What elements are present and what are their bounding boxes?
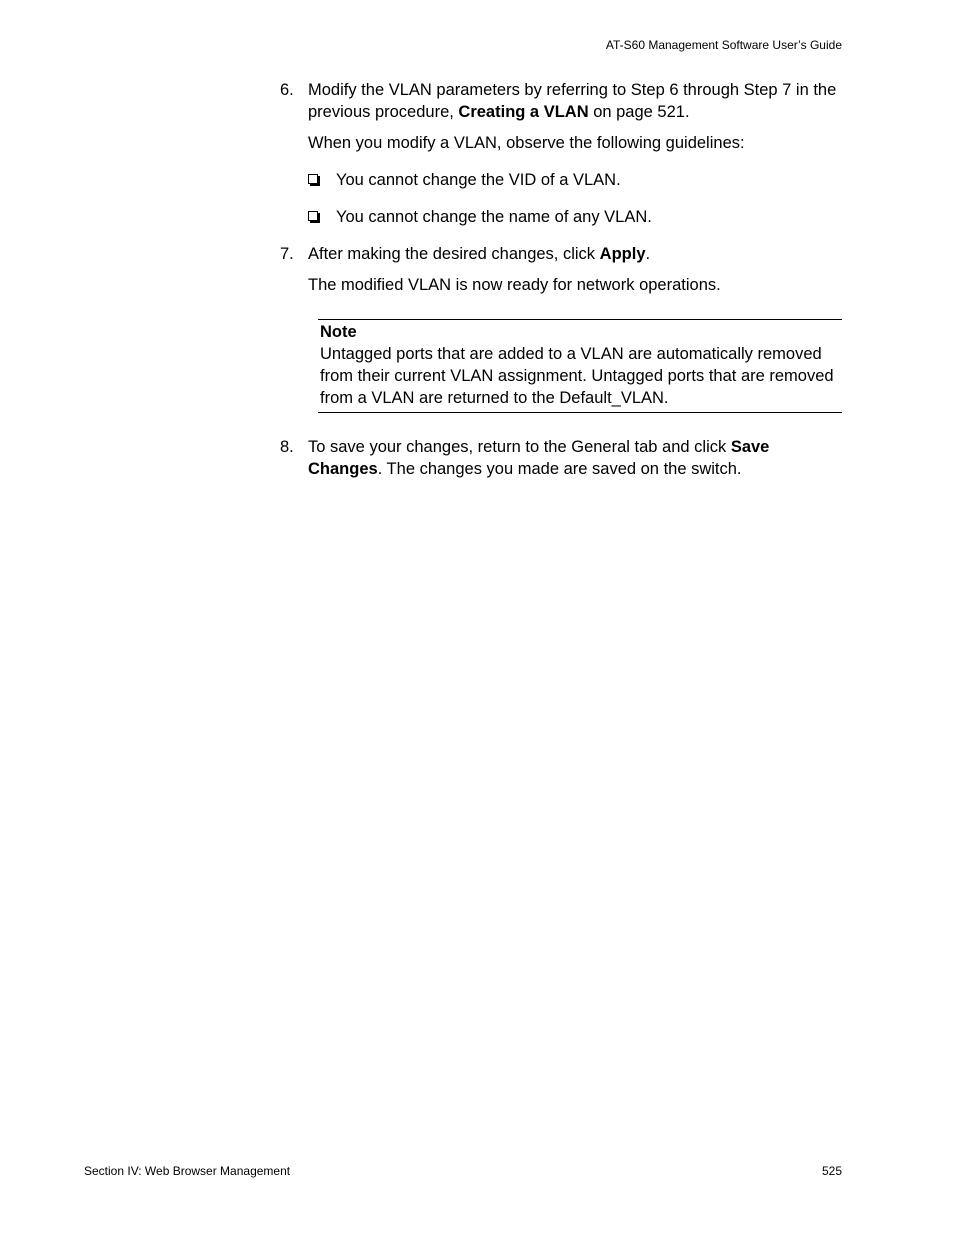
step-text: After making the desired changes, click [308, 245, 600, 263]
step-text-end: . The changes you made are saved on the switch. [377, 460, 742, 478]
step-text: Modify the VLAN parameters by referring to Step 6 through Step 7 in the previous procedure, [308, 81, 837, 121]
list-item-text: You cannot change the VID of a VLAN. [336, 171, 621, 189]
step-text-end: . [645, 245, 651, 263]
main-content [280, 79, 842, 480]
list-item [280, 169, 842, 191]
step-8 [280, 436, 842, 480]
list-item [280, 206, 842, 228]
step-number: 6. [280, 81, 294, 99]
list-item-text: You cannot change the name of any VLAN. [336, 208, 652, 226]
save-changes-reference: Save Changes [308, 438, 770, 478]
note-body: Untagged ports that are added to a VLAN are automatically removed from their current VLAN assignment. Untagged ports that are removed from a VLAN are returned to the Default_VLAN. [320, 345, 834, 407]
guidelines-intro: When you modify a VLAN, observe the following guidelines: [308, 134, 745, 152]
step-text: To save your changes, return to the General tab and click [308, 438, 731, 456]
note-title: Note [320, 323, 357, 341]
checkbox-bullet-icon [308, 174, 318, 184]
step-number: 7. [280, 245, 294, 263]
running-header: AT-S60 Management Software User’s Guide [605, 38, 842, 52]
step-7 [280, 243, 842, 265]
step-6 [280, 79, 842, 123]
note-box [318, 319, 842, 413]
result-paragraph: The modified VLAN is now ready for network operations. [308, 276, 721, 294]
apply-reference: Apply [599, 245, 646, 263]
page-number: 525 [821, 1164, 842, 1178]
step-text-end: on page 521. [588, 103, 690, 121]
footer-section: Section IV: Web Browser Management [84, 1164, 291, 1178]
cross-reference: Creating a VLAN [458, 103, 589, 121]
step-number: 8. [280, 438, 294, 456]
checkbox-bullet-icon [308, 211, 318, 221]
